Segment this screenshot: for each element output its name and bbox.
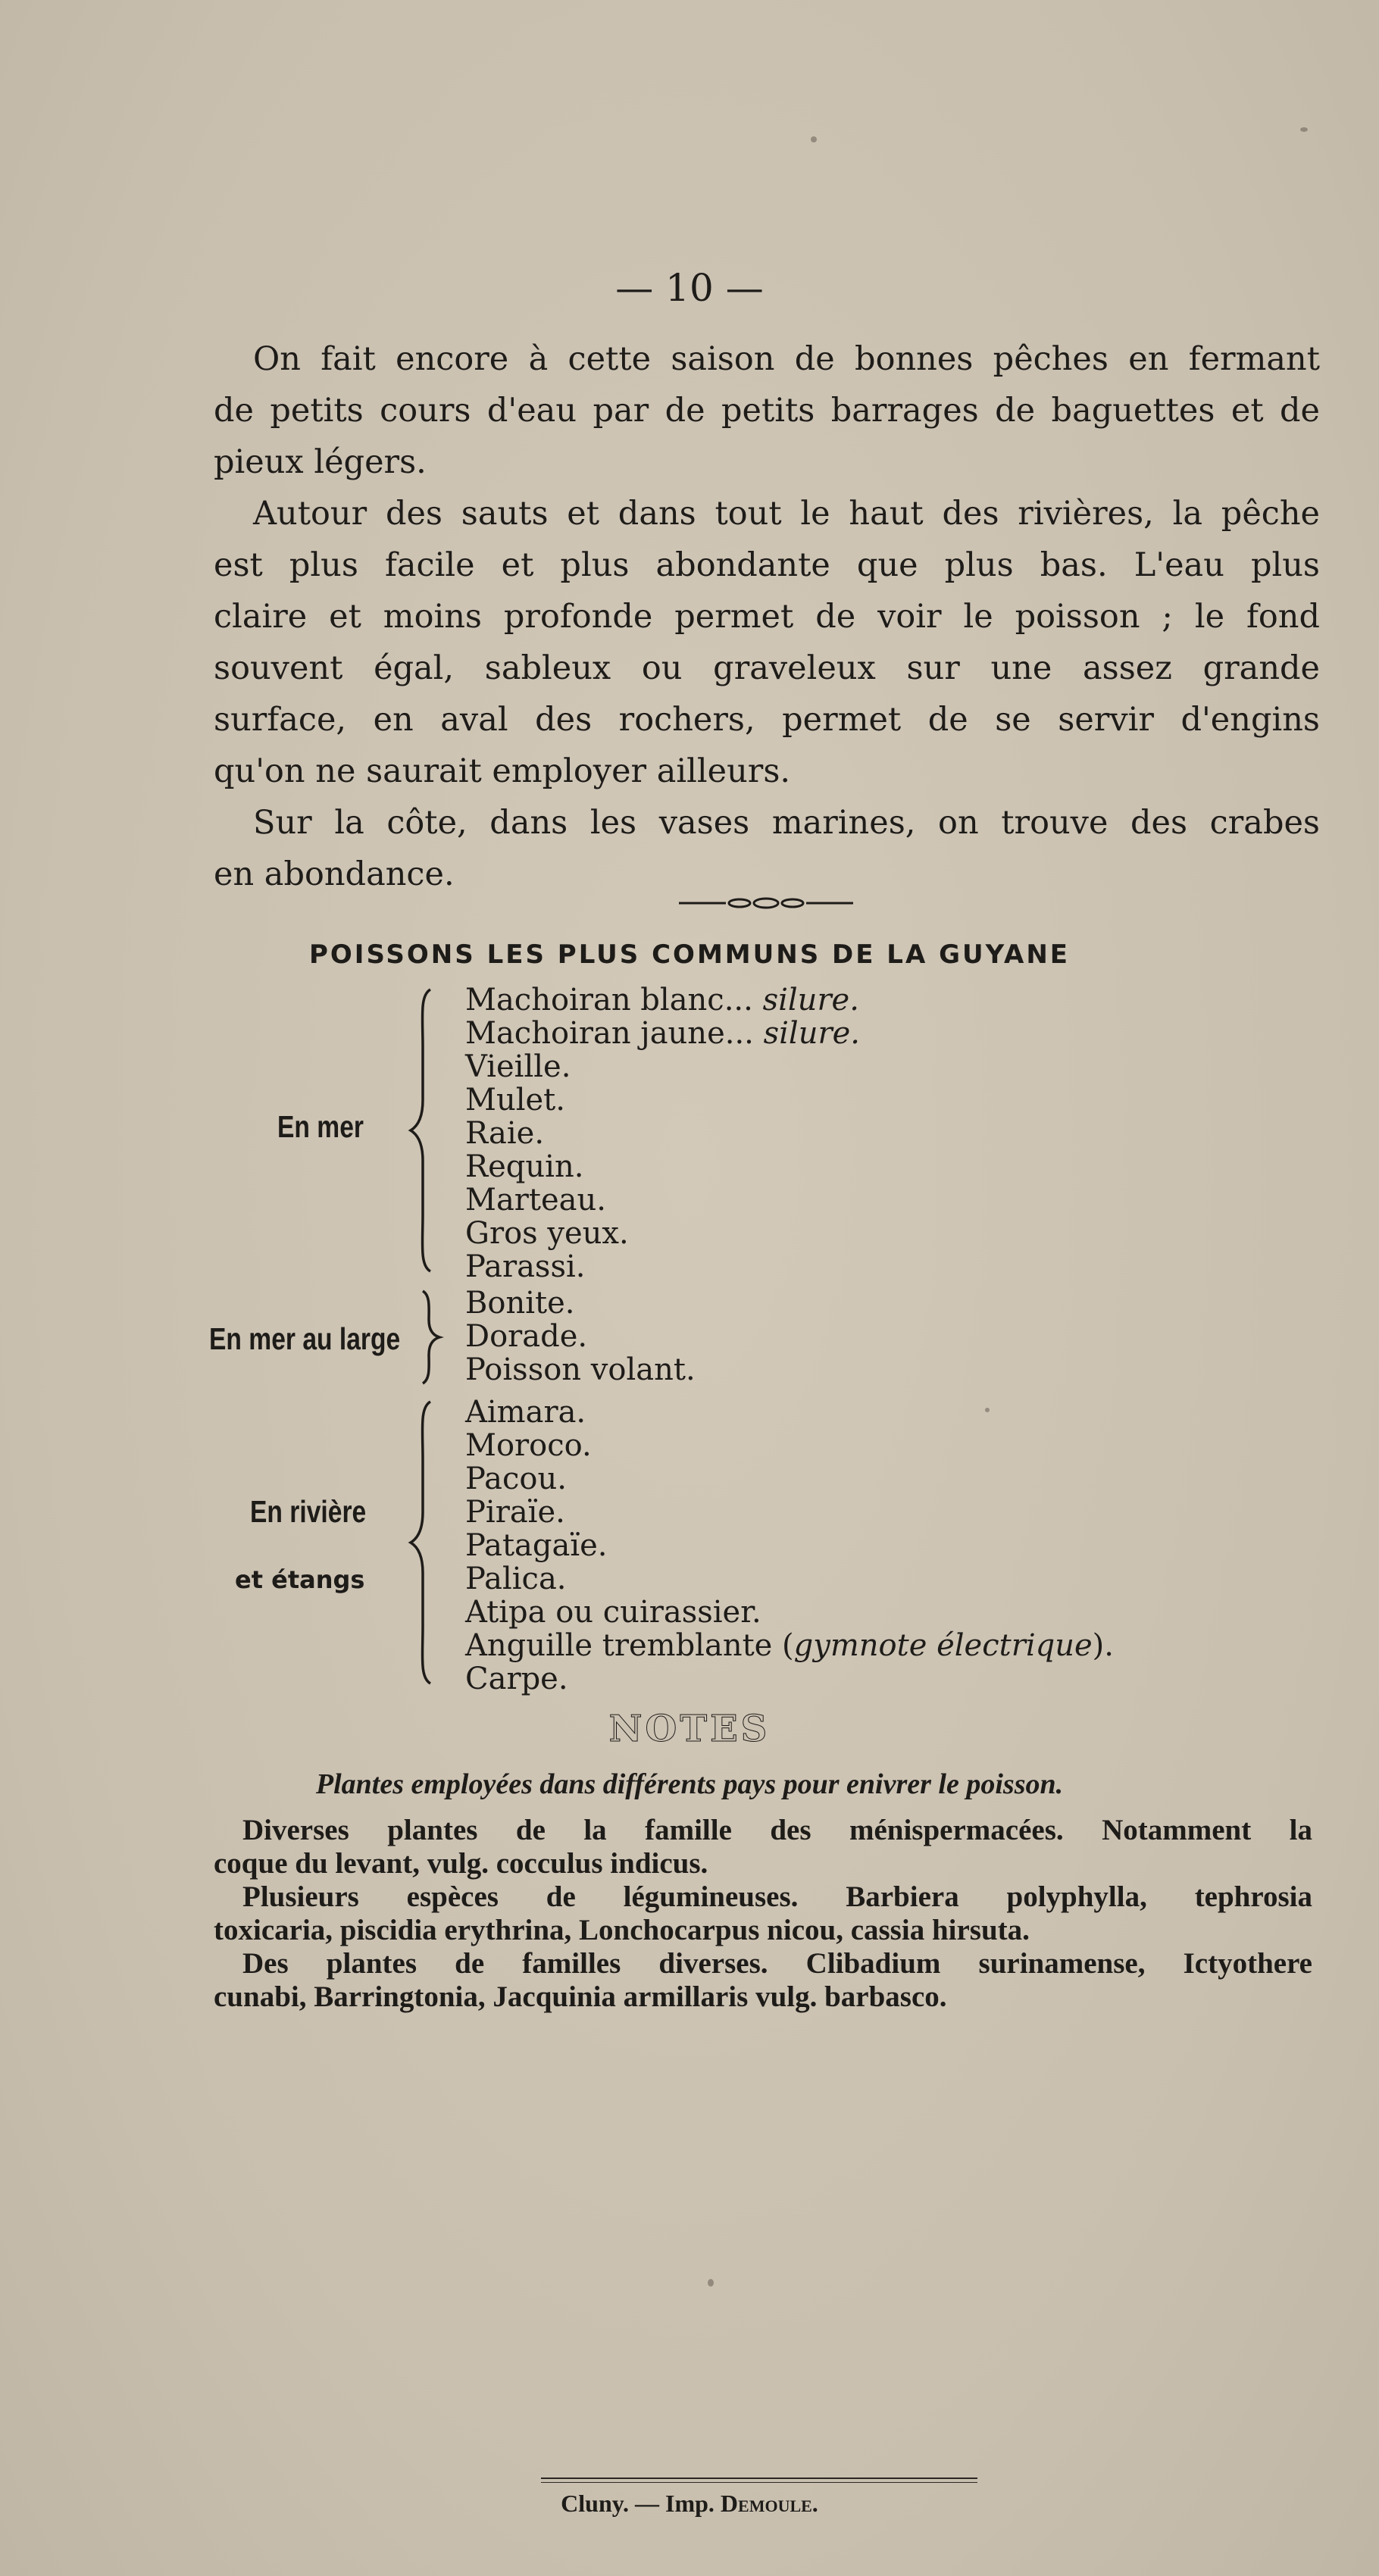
note-line: toxicaria, piscidia erythrina, Lonchocarpus nicou, cassia hirsuta.	[214, 1914, 1030, 1946]
paragraph-line: Autour des sauts et dans tout le haut des rivières, la pêche	[253, 495, 1320, 533]
fish-table-heading: POISSONS LES PLUS COMMUNS DE LA GUYANE	[308, 939, 1070, 970]
fish-item: Mulet.	[465, 1083, 565, 1118]
fish-item: Moroco.	[465, 1428, 592, 1463]
imprint: Cluny. — Imp. Demoule.	[561, 2490, 818, 2517]
brace-en-riviere	[408, 1399, 446, 1687]
paragraph-line: Sur la côte, dans les vases marines, on trouve des crabes	[253, 804, 1320, 842]
note-line: cunabi, Barringtonia, Jacquinia armillaris vulg. barbasco.	[214, 1980, 947, 2013]
fish-item: Raie.	[465, 1116, 545, 1151]
paper-speck	[985, 1408, 990, 1412]
paragraph-line: souvent égal, sableux ou graveleux sur une assez grande	[214, 649, 1320, 687]
fish-item: Machoiran jaune... silure.	[465, 1016, 860, 1051]
fish-item: Atipa ou cuirassier.	[465, 1595, 761, 1630]
paragraph-line: est plus facile et plus abondante que plus bas. L'eau plus	[214, 546, 1320, 584]
paragraph-line: On fait encore à cette saison de bonnes pêches en fermant	[253, 340, 1320, 378]
fish-item: Palica.	[465, 1562, 567, 1596]
fish-item: Machoiran blanc... silure.	[465, 983, 859, 1018]
fish-item: Patagaïe.	[465, 1528, 608, 1563]
paragraph-line: qu'on ne saurait employer ailleurs.	[214, 752, 791, 790]
fish-item: Gros yeux.	[465, 1216, 629, 1251]
fish-item: Pacou.	[465, 1462, 567, 1496]
paragraph-line: de petits cours d'eau par de petits barrages de baguettes et de	[214, 392, 1320, 430]
fish-item: Marteau.	[465, 1183, 606, 1218]
imprint-rule	[541, 2478, 977, 2479]
fish-item: Vieille.	[465, 1049, 571, 1084]
group-label-en-riviere: En rivière	[250, 1494, 367, 1529]
fish-item: Dorade.	[465, 1319, 588, 1354]
notes-title: NOTES	[608, 1708, 771, 1750]
paragraph-line: claire et moins profonde permet de voir le poisson ; le fond	[214, 598, 1320, 636]
paragraph-line: pieux légers.	[214, 443, 427, 481]
group-label-en-mer-au-large: En mer au large	[209, 1321, 401, 1356]
paper-speck	[1300, 127, 1308, 132]
paper-speck	[708, 2279, 714, 2287]
paragraph-line: en abondance.	[214, 855, 455, 893]
note-line: coque du levant, vulg. cocculus indicus.	[214, 1847, 708, 1880]
ornament-divider	[679, 897, 853, 909]
paragraph-line: surface, en aval des rochers, permet de se servir d'engins	[214, 701, 1320, 739]
fish-item: Parassi.	[465, 1249, 586, 1284]
brace-en-mer	[408, 986, 446, 1274]
paper-speck	[811, 136, 817, 142]
fish-item: Piraïe.	[465, 1495, 565, 1530]
brace-en-mer-au-large	[417, 1288, 444, 1386]
notes-subtitle: Plantes employées dans différents pays pour enivrer le poisson.	[315, 1768, 1064, 1800]
fish-item: Anguille tremblante (gymnote électrique).	[465, 1628, 1114, 1663]
note-line: Des plantes de familles diverses. Clibadium surinamense, Ictyothere	[242, 1947, 1312, 1980]
note-line: Diverses plantes de la famille des ménispermacées. Notamment la	[242, 1814, 1312, 1846]
note-line: Plusieurs espèces de légumineuses. Barbiera polyphylla, tephrosia	[242, 1880, 1312, 1913]
fish-item: Poisson volant.	[465, 1352, 696, 1387]
imprint-rule-thin	[541, 2482, 977, 2483]
group-label-en-mer: En mer	[277, 1109, 364, 1144]
page-number: — 10 —	[615, 266, 764, 310]
fish-item: Aimara.	[465, 1395, 586, 1430]
fish-item: Requin.	[465, 1149, 584, 1184]
group-label-et-etangs: et étangs	[235, 1565, 365, 1594]
fish-item: Bonite.	[465, 1286, 575, 1321]
fish-item: Carpe.	[465, 1662, 568, 1696]
